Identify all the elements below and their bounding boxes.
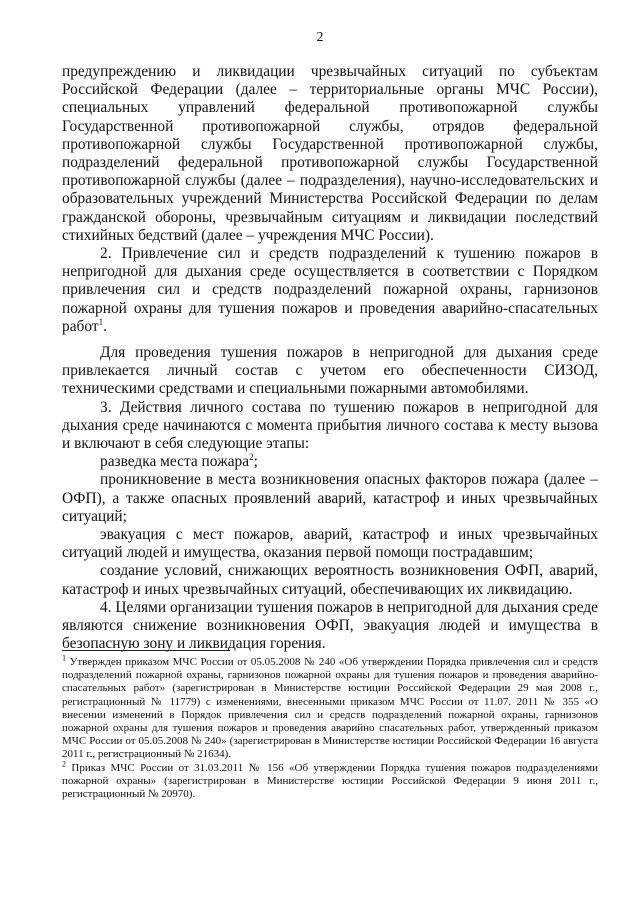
paragraph-2 (62, 245, 598, 336)
paragraph-3: 3. Действия личного состава по тушению пожаров в непригодной для дыхания среде начинаются с момента прибытия личного состава к месту вызова и включают в себя следующие этапы: (62, 398, 598, 453)
footnote-ref-1[interactable]: 1 (98, 316, 104, 327)
paragraph-equipment: Для проведения тушения пожаров в непригодной для дыхания среде привлекается личный состав с учетом его обеспеченности СИЗОД, техническими средствами и специальными пожарными автомобилями. (62, 344, 598, 398)
footnote-2-text: Приказ МЧС России от 31.03.2011 № 156 «Об утверждении Порядка тушения пожаров подразделениями пожарной охраны» (зарегистрирован в Министерстве юстиции Российской Федерации 9 июня 2011 г., регистрационный № 20970). (62, 761, 598, 801)
footnote-ref-2[interactable]: 2 (249, 452, 254, 463)
footnote-1 (62, 653, 598, 762)
paragraph-2-end: . (103, 317, 107, 335)
footnote-2-marker: 2 (62, 758, 66, 768)
stage-item-evacuation: эвакуация с мест пожаров, аварий, катастроф и иных чрезвычайных ситуаций людей и имущества, оказания первой помощи пострадавшим; (62, 526, 598, 562)
stage-item-recon-text: разведка места пожара (100, 453, 250, 471)
body-text (62, 63, 598, 654)
stage-item-recon-end: ; (253, 453, 258, 471)
paragraph-2-text: 2. Привлечение сил и средств подразделений к тушению пожаров в непригодной для дыхания среде осуществляется в соответствии с Порядком привлечения сил и средств подразделений пожарной охраны, гарнизонов пожарной охраны для тушения пожаров и проведения аварийно-спасательных работ (62, 245, 598, 335)
stage-item-penetration: проникновение в места возникновения опасных факторов пожара (далее – ОФП), а также опасных проявлений аварий, катастроф и иных чрезвычайных ситуаций; (62, 471, 598, 525)
paragraph-4: 4. Целями организации тушения пожаров в непригодной для дыхания среде являются снижение возникновения ОФП, эвакуация людей и имущества в безопасную зону и ликвидация горения. (62, 598, 598, 653)
stage-item-conditions: создание условий, снижающих вероятность возникновения ОФП, аварий, катастроф и иных чрезвычайных ситуаций, обеспечивающих их ликвидацию. (62, 562, 598, 598)
page-number: 2 (316, 30, 324, 45)
footnote-1-marker: 1 (62, 653, 66, 663)
footnote-1-text: Утвержден приказом МЧС России от 05.05.2008 № 240 «Об утверждении Порядка привлечения сил и средств подразделений пожарной охраны, гарнизонов пожарной охраны для тушения пожаров и проведения аварийно- спасательных работ» (зарегистрирован в Министерстве юстиции Российской Федерации 29 мая 2008 г., регистрационный № 11779) с изменениями, внесенными приказом МЧС России от 11.07. 2011 № 355 «О внесении изменений в Порядок привлечения сил и средств подразделений пожарной охраны, гарнизонов пожарной охраны для тушения пожаров и проведения аварийно спасательных работ, утвержденный приказом МЧС России от 05.05.2008 № 240» (зарегистрирован в Министерстве юстиции Российской Федерации 16 августа 2011 г., регистрационный № 21634). (62, 656, 598, 761)
footnote-separator (62, 650, 230, 651)
stage-item-recon (62, 453, 598, 471)
footnote-2 (62, 758, 598, 802)
footnotes (62, 653, 598, 801)
paragraph-continuation: предупреждению и ликвидации чрезвычайных ситуаций по субъектам Российской Федерации (далее – территориальные органы МЧС России), специальных управлений федеральной противопожарной службы Государственной противопожарной службы, отрядов федеральной противопожарной службы Государственной противопожарной службы, подразделений федеральной противопожарной службы Государственной противопожарной службы (далее – подразделения), научно-исследовательских и образовательных учреждений Министерства Российской Федерации по делам гражданской обороны, чрезвычайным ситуациям и ликвидации последствий стихийных бедствий (далее – учреждения МЧС России). (62, 63, 598, 244)
